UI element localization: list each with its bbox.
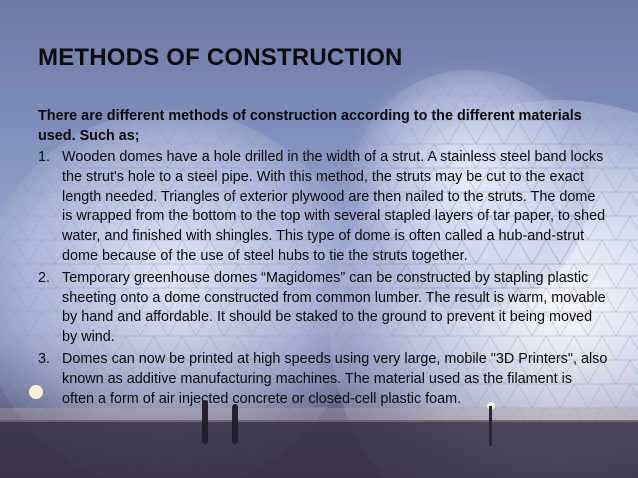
list-item-text: Domes can now be printed at high speeds using very large, mobile "3D Printers", also known as additive manufacturing machines. The material used as the filament is often a form of air injected concrete or closed-cell plastic foam. [62,350,608,407]
list-item-text: Temporary greenhouse domes “Magidomes” can be constructed by stapling plastic sheeting onto a dome constructed from common lumber. The result is warm, movable by hand and affordable. It should be staked to the ground to prevent it being moved by wind. [62,269,606,346]
list-item [38,269,608,348]
list-item [38,350,608,409]
intro-text: There are different methods of construction according to the different materials used. Such as; [38,108,582,144]
list-item-number: 1. [38,149,51,165]
list-item-number: 3. [38,350,51,367]
list-item-text: Wooden domes have a hole drilled in the width of a strut. A stainless steel band locks the strut's hole to a steel pipe. With this method, the struts may be cut to the exact length needed. Triangles of exterior plywood are then nailed to the struts. The dome is wrapped from the bottom to the top with several stapled layers of tar paper, to shed water, and finished with shingles. This type of dome is often called a hub-and-strut dome because of the use of steel hubs to tie the struts together. [62,149,606,264]
methods-list [38,148,608,411]
slide-title: METHODS OF CONSTRUCTION [38,44,403,71]
list-item [38,148,608,267]
list-item-number: 2. [38,269,51,286]
